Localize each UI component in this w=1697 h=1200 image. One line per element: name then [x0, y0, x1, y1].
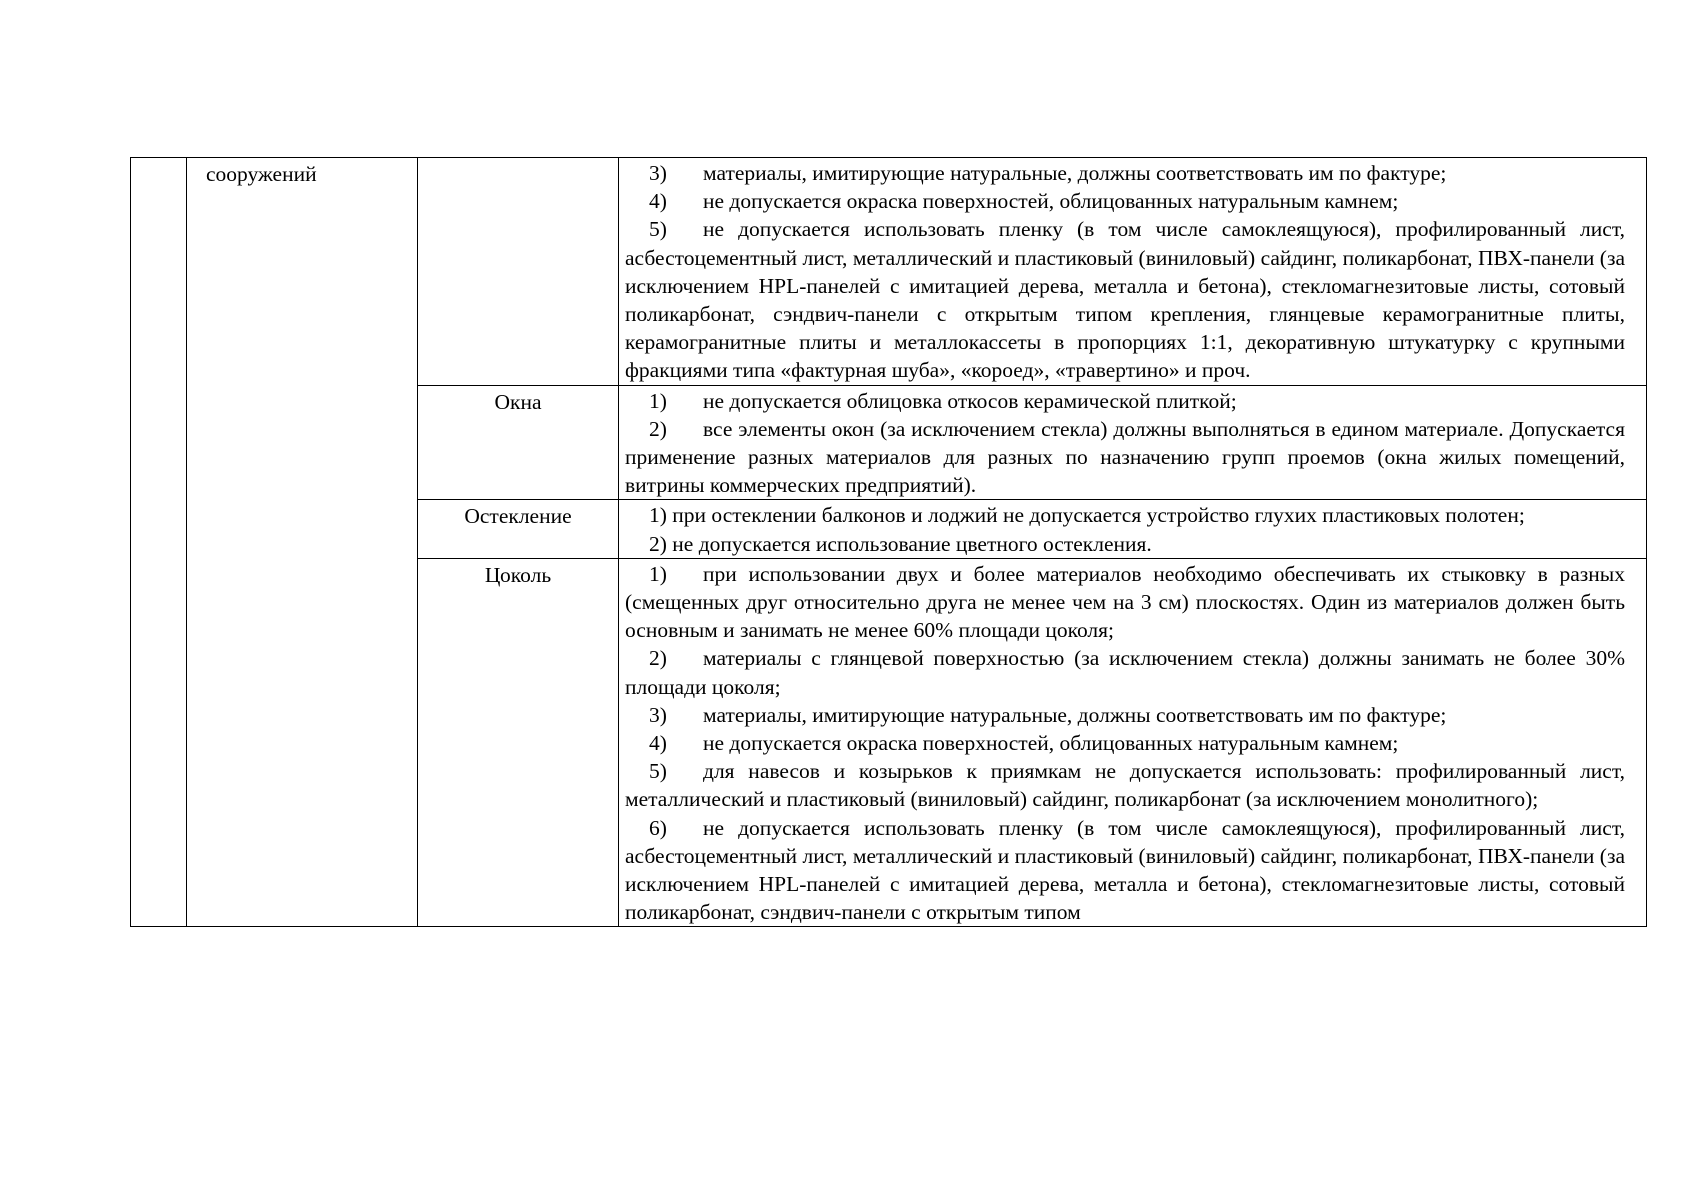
list-item: [625, 814, 1625, 927]
list-item: [625, 644, 1625, 700]
object-type-cell: [187, 158, 418, 927]
item-number: 3): [649, 702, 667, 727]
list-item: [625, 215, 1625, 384]
item-number: 2): [649, 416, 667, 441]
list-item: [625, 560, 1625, 645]
element-label: Цоколь: [484, 562, 552, 587]
requirements-cell: [619, 500, 1647, 558]
item-number: 4): [649, 731, 667, 756]
object-type-text: сооружений: [206, 162, 317, 186]
item-number: 2): [649, 646, 667, 671]
list-item: [625, 729, 1625, 757]
requirements-table: [130, 157, 1647, 927]
list-item: [625, 159, 1625, 187]
table-row: [131, 158, 1647, 386]
requirements-cell: [619, 385, 1647, 500]
list-item: [625, 701, 1625, 729]
requirements-cell: [619, 558, 1647, 927]
item-number: 1): [649, 561, 667, 586]
element-label-cell: [418, 500, 619, 558]
item-text: не допускается использовать пленку (в том числе самоклеящуюся), профилированный лист, асбестоцементный лист, металлический и пластиковый (виниловый) сайдинг, поликарбонат, ПВХ-панели (за исключением HPL-панелей с имитацией дерева, металла и бетона), стекломагнезитовые листы, сотовый поликарбонат, сэндвич-панели с открытым типом крепления, глянцевые керамогранитные плиты, керамогранитные плиты и металлокассеты в пропорциях 1:1, декоративную штукатурку с крупными фракциями типа «фактурная шуба», «короед», «травертино» и проч.: [625, 217, 1625, 383]
item-text: не допускается использовать пленку (в том числе самоклеящуюся), профилированный лист, асбестоцементный лист, металлический и пластиковый (виниловый) сайдинг, поликарбонат, ПВХ-панели (за исключением HPL-панелей с имитацией дерева, металла и бетона), стекломагнезитовые листы, сотовый поликарбонат, сэндвич-панели с открытым типом: [625, 815, 1625, 925]
element-label-cell: [418, 158, 619, 386]
element-label: Окна: [494, 389, 542, 414]
item-number: 1): [649, 388, 667, 413]
item-text: не допускается окраска поверхностей, облицованных натуральным камнем;: [703, 189, 1399, 214]
item-text: для навесов и козырьков к приямкам не допускается использовать: профилированный лист, металлический и пластиковый (виниловый) сайдинг, поликарбонат (за исключением монолитного);: [625, 759, 1625, 812]
list-item: [625, 415, 1625, 500]
list-item: 1) при остеклении балконов и лоджий не допускается устройство глухих пластиковых полотен;: [649, 503, 1525, 528]
item-text: материалы с глянцевой поверхностью (за исключением стекла) должны занимать не более 30% площади цоколя;: [625, 646, 1625, 699]
list-item: 2) не допускается использование цветного остекления.: [649, 531, 1152, 556]
item-number: 4): [649, 189, 667, 214]
list-item: [625, 387, 1625, 415]
requirements-cell: [619, 158, 1647, 386]
item-text: материалы, имитирующие натуральные, должны соответствовать им по фактуре;: [703, 702, 1447, 727]
item-text: не допускается облицовка откосов керамической плиткой;: [703, 388, 1237, 413]
list-item: [625, 757, 1625, 813]
item-text: материалы, имитирующие натуральные, должны соответствовать им по фактуре;: [703, 161, 1447, 185]
element-label-cell: [418, 385, 619, 500]
item-text: при использовании двух и более материалов необходимо обеспечивать их стыковку в разных (смещенных друг относительно друга не менее чем на 3 см) плоскостях. Один из материалов должен быть основным и занимать не менее 60% площади цоколя;: [625, 561, 1625, 643]
element-label-cell: [418, 558, 619, 927]
item-text: не допускается окраска поверхностей, облицованных натуральным камнем;: [703, 731, 1399, 756]
item-text: все элементы окон (за исключением стекла) должны выполняться в едином материале. Допускается применение разных материалов для разных по назначению групп проемов (окна жилых помещений, витрины коммерческих предприятий).: [625, 416, 1625, 498]
item-number: 5): [649, 217, 667, 242]
item-number: 3): [649, 161, 667, 185]
list-item: [625, 187, 1625, 215]
item-number: 6): [649, 815, 667, 840]
item-number: 5): [649, 759, 667, 784]
element-label: Остекление: [464, 504, 572, 529]
number-cell: [131, 158, 187, 927]
